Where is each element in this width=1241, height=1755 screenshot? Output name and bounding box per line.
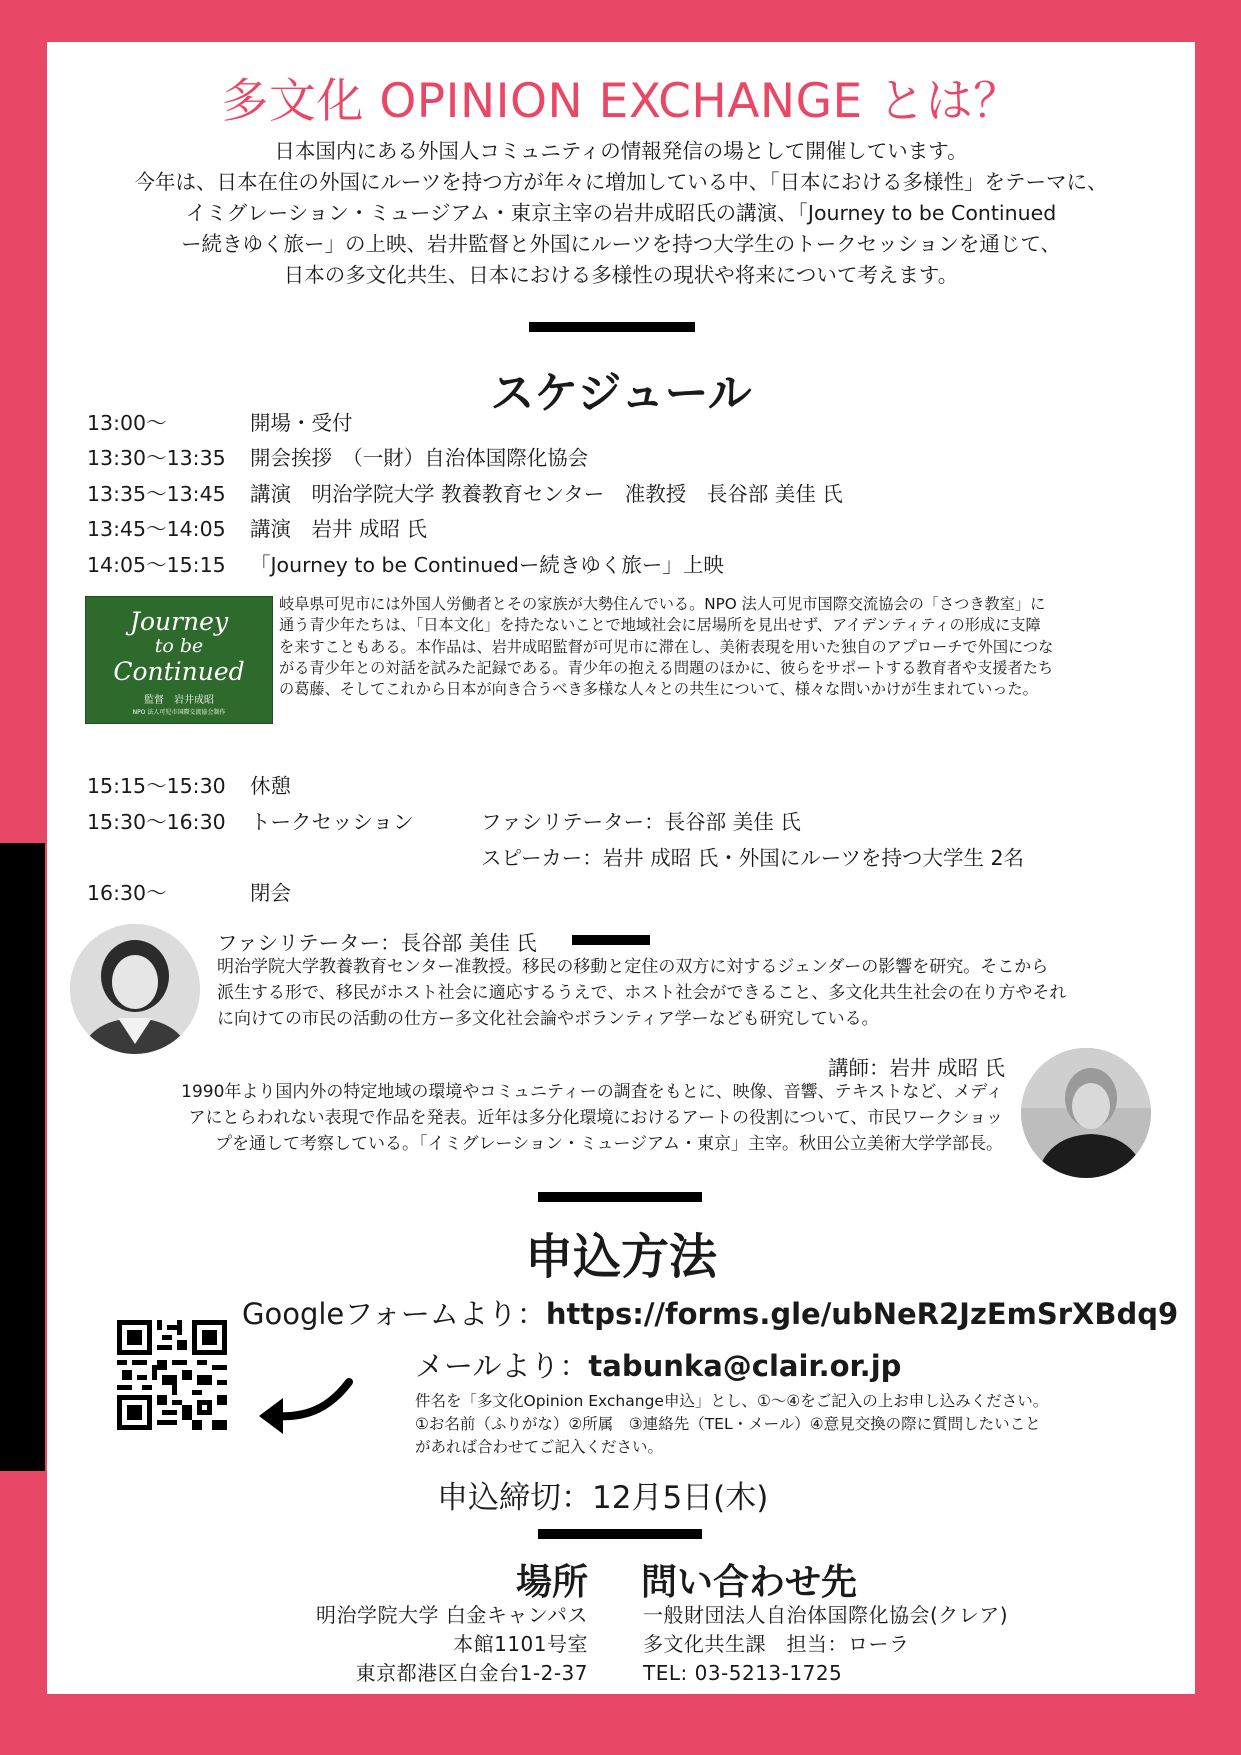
mail-line [415, 1344, 901, 1385]
section-divider [538, 1192, 702, 1202]
schedule-text: 講演 明治学院大学 教養教育センター 准教授 長谷部 美佳 氏 [250, 482, 843, 506]
apply-deadline: 申込締切：12月5日(木) [437, 1480, 769, 1516]
section-divider [538, 1529, 702, 1539]
film-description [279, 594, 1149, 700]
schedule-row [87, 514, 427, 544]
google-form-line [242, 1292, 1178, 1333]
schedule-text: 開場・受付 [250, 411, 353, 435]
schedule-text: トークセッション [250, 810, 414, 834]
schedule-text: 「Journey to be Continuedー続きゆく旅ー」上映 [250, 553, 724, 577]
google-form-link[interactable]: https://forms.gle/ubNeR2JzEmSrXBdq9 [545, 1297, 1179, 1331]
facilitator-photo [70, 924, 200, 1054]
section-divider [529, 322, 695, 332]
film-poster-credit: NPO 法人可児市国際交流協会制作 [132, 709, 226, 716]
person-photo-icon [1021, 1048, 1151, 1178]
mail-address-link[interactable]: tabunka@clair.or.jp [588, 1349, 902, 1383]
facilitator-bio [217, 954, 1066, 1032]
apply-note-line: があれば合わせてご記入ください。 [415, 1438, 664, 1456]
schedule-time: 13:00〜 [87, 411, 167, 435]
venue-title: 場所 [515, 1562, 588, 1603]
film-poster-title: Journey [129, 607, 229, 636]
venue-line: 本館1101号室 [453, 1632, 588, 1656]
apply-note-line: ①お名前（ふりがな）②所属 ③連絡先（TEL・メール）④意見交換の際に質問したいこと [415, 1415, 1041, 1433]
lecturer-bio-line: アにとらわれない表現で作品を発表。近年は多分化環境におけるアートの役割について、市民ワークショッ [188, 1108, 1003, 1128]
talk-speakers: スピーカー：岩井 成昭 氏・外国にルーツを持つ大学生 2名 [481, 846, 1025, 870]
lecturer-photo [1021, 1048, 1151, 1178]
contact-line: TEL: 03-5213-1725 [643, 1661, 843, 1685]
schedule-text: 講演 岩井 成昭 氏 [250, 517, 428, 541]
schedule-time: 16:30〜 [87, 881, 167, 905]
contact-line: 多文化共生課 担当：ローラ [643, 1632, 910, 1656]
film-description-line: 岐阜県可児市には外国人労働者とその家族が大勢住んでいる。NPO 法人可児市国際交流協会の「さつき教室」に [279, 595, 1046, 613]
film-description-line: がる青少年との対話を試みた記録である。青少年の抱える問題のほかに、彼らをサポートする教育者や支援者たち [279, 658, 1054, 677]
facilitator-bio-line: に向けての市民の活動の仕方ー多文化社会論やボランティア学ーなども研究している。 [217, 1009, 879, 1029]
lecturer-name: 講師：岩井 成昭 氏 [827, 1056, 1005, 1080]
schedule-row [87, 443, 588, 473]
facilitator-bio-line: 明治学院大学教養教育センター准教授。移民の移動と定住の双方に対するジェンダーの影響を研究。そこから [217, 957, 1049, 977]
lecturer-bio [181, 1079, 1003, 1157]
apply-note-line: 件名を「多文化Opinion Exchange申込」とし、①〜④をご記入の上お申し込みください。 [415, 1392, 1049, 1410]
google-form-label: Googleフォームより： [242, 1297, 546, 1331]
schedule-text: 閉会 [250, 881, 291, 905]
schedule-row [87, 878, 291, 908]
schedule-time: 13:35〜13:45 [87, 482, 226, 506]
talk-facilitator: ファシリテーター：長谷部 美佳 氏 [481, 810, 801, 834]
venue-line: 東京都港区白金台1-2-37 [355, 1661, 588, 1685]
film-description-line: 通う青少年たちは、「日本文化」を持たないことで地域社会に居場所を見出せず、アイデンティティの形成に支障 [279, 616, 1041, 635]
film-description-line: の葛藤、そしてこれから日本が向き合うべき多様な人々との共生について、様々な問いかけが生まれていった。 [279, 680, 1038, 699]
film-poster-title: to be [154, 635, 204, 657]
lecturer-bio-line: 1990年より国内外の特定地域の環境やコミュニティーの調査をもとに、映像、音響、テキストなど、メディ [181, 1082, 1003, 1102]
schedule-row [87, 550, 724, 580]
intro-paragraph [47, 136, 1195, 291]
apply-note [415, 1390, 1048, 1459]
schedule-row [87, 771, 291, 801]
film-description-line: を来すこともある。本作品は、岩井成昭監督が可児市に滞在し、美術表現を用いた独自のアプローチで外国につな [279, 637, 1054, 656]
film-poster-image [85, 596, 273, 724]
venue-line: 明治学院大学 白金キャンパス [316, 1603, 588, 1627]
left-black-bar [0, 843, 45, 1471]
contact-info [643, 1601, 1008, 1688]
facilitator-bio-line: 派生する形で、移民がホスト社会に適応するうえで、ホスト社会ができること、多文化共生社会の在り方やそれ [217, 983, 1067, 1003]
intro-line: 日本の多文化共生、日本における多様性の現状や将来について考えます。 [283, 263, 959, 287]
intro-line: イミグレーション・ミュージアム・東京主宰の岩井成昭氏の講演、「Journey to be Continued [185, 201, 1057, 225]
film-poster-director: 監督 岩井成昭 [144, 695, 214, 706]
film-poster-title: Continued [113, 657, 245, 686]
contact-line: 一般財団法人自治体国際化協会(クレア) [643, 1603, 1009, 1627]
schedule-row [87, 807, 414, 837]
flyer-card [47, 42, 1195, 1694]
schedule-time: 13:45〜14:05 [87, 517, 226, 541]
schedule-time: 13:30〜13:35 [87, 446, 226, 470]
person-photo-icon [70, 924, 200, 1054]
intro-line: 日本国内にある外国人コミュニティの情報発信の場として開催しています。 [274, 139, 968, 163]
schedule-text: 開会挨拶 （一財）自治体国際化協会 [250, 446, 589, 470]
schedule-row [87, 408, 353, 438]
apply-title: 申込方法 [524, 1229, 717, 1285]
qr-code-icon [117, 1320, 227, 1430]
curved-arrow-icon [251, 1376, 355, 1444]
mail-label: メールより： [415, 1349, 589, 1383]
page-title: 多文化 OPINION EXCHANGE とは？ [221, 74, 1021, 129]
schedule-text: 休憩 [250, 774, 291, 798]
schedule-row [87, 479, 843, 509]
schedule-time: 14:05〜15:15 [87, 553, 226, 577]
schedule-time: 15:30〜16:30 [87, 810, 226, 834]
lecturer-bio-line: プを通して考察している。「イミグレーション・ミュージアム・東京」主宰。秋田公立美術大学学部長。 [215, 1134, 1003, 1154]
intro-line: 今年は、日本在住の外国にルーツを持つ方が年々に増加している中、「日本における多様性」をテーマに、 [134, 170, 1108, 194]
intro-line: ー続きゆく旅ー」の上映、岩井監督と外国にルーツを持つ大学生のトークセッションを通じて、 [181, 232, 1061, 256]
section-divider [572, 935, 650, 945]
facilitator-name: ファシリテーター：長谷部 美佳 氏 [217, 931, 537, 955]
contact-title: 問い合わせ先 [641, 1562, 858, 1603]
schedule-title: スケジュール [490, 368, 752, 419]
qr-code[interactable] [117, 1320, 227, 1430]
venue-address [316, 1601, 588, 1688]
schedule-time: 15:15〜15:30 [87, 774, 226, 798]
